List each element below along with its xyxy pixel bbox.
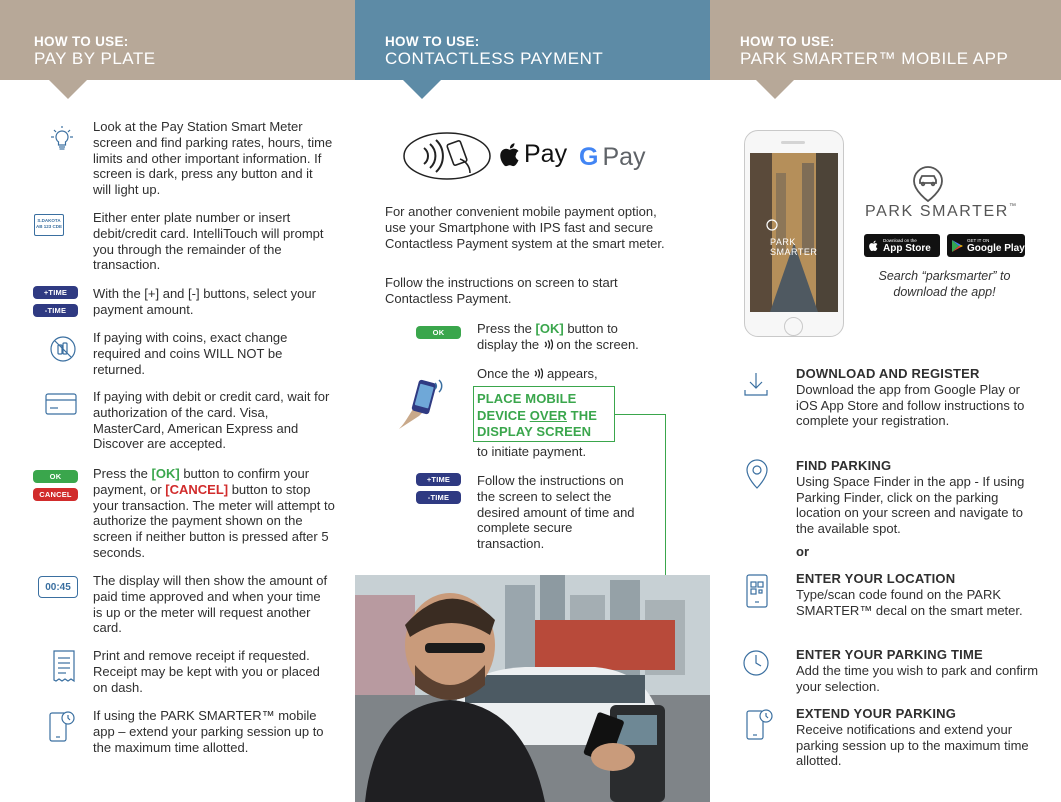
step-follow-instructions: Follow the instructions on the screen to select the desired amount of time and complete secure transaction. <box>477 473 635 552</box>
app-store-badge[interactable]: Download on the App Store <box>864 234 940 257</box>
phone-screen <box>750 153 838 312</box>
ok-button-icon: OK <box>416 326 461 339</box>
header-title: CONTACTLESS PAYMENT <box>385 49 604 68</box>
minus-time-button-icon: -TIME <box>33 304 78 317</box>
receipt-icon <box>50 648 78 684</box>
credit-card-icon <box>44 392 78 416</box>
step-initiate: to initiate payment. <box>477 444 587 459</box>
pay-by-plate-column <box>0 0 355 802</box>
header-label: HOW TO USE: <box>385 34 480 49</box>
header-pointer <box>49 80 87 99</box>
step-press-ok: Press the [OK] button to display the on the screen. <box>477 321 639 352</box>
apple-pay-logo: Pay <box>500 140 567 169</box>
step-check-meter: Look at the Pay Station Smart Meter screen and find parking rates, hours, time limits and other important information. If screen is dark, press any button and it will light up. <box>93 119 333 198</box>
callout-line-3: DISPLAY SCREEN <box>477 424 592 439</box>
phone-brand-text: PARK SMARTER <box>770 237 818 257</box>
header-title: PAY BY PLATE <box>34 49 156 68</box>
contactless-intro: For another convenient mobile payment option, use your Smartphone with IPS fast and secure Contactless Payment system at the smart meter. <box>385 204 665 251</box>
park-smarter-logo-text: PARK SMARTER™ <box>865 203 1018 220</box>
step-mobile-app: If using the PARK SMARTER™ mobile app – extend your parking session up to the maximum time allotted. <box>93 708 324 755</box>
place-mobile-device-callout <box>473 386 615 442</box>
step-coins: If paying with coins, exact change required and coins WILL NOT be returned. <box>93 330 288 377</box>
location-pin-icon <box>744 458 770 492</box>
header-label: HOW TO USE: <box>740 34 835 49</box>
clock-icon <box>742 649 770 677</box>
no-coins-icon <box>48 334 78 364</box>
download-icon <box>742 370 770 398</box>
contactless-tap-icon <box>402 131 492 181</box>
step-extend-parking: EXTEND YOUR PARKING Receive notifications and extend your parking session up to the maximum time allotted. <box>796 706 1029 769</box>
header-label: HOW TO USE: <box>34 34 129 49</box>
plus-time-button-icon: +TIME <box>416 473 461 486</box>
step-enter-plate: Either enter plate number or insert debit/credit card. IntelliTouch will prompt you through the remainder of the transaction. <box>93 210 324 273</box>
step-select-amount: With the [+] and [-] buttons, select your payment amount. <box>93 286 316 317</box>
cancel-button-icon: CANCEL <box>33 488 78 501</box>
step-download-register: DOWNLOAD AND REGISTER Download the app from Google Play or iOS App Store and follow instructions to complete your registration. <box>796 366 1025 429</box>
callout-connector-horizontal <box>615 414 666 415</box>
contactless-header <box>355 0 710 80</box>
step-once-appears: Once the appears, <box>477 366 598 381</box>
mobile-app-icon <box>46 708 78 744</box>
step-enter-location: ENTER YOUR LOCATION Type/scan code found on the PARK SMARTER™ decal on the smart meter. <box>796 571 1023 618</box>
contactless-follow: Follow the instructions on screen to start Contactless Payment. <box>385 275 618 306</box>
step-receipt: Print and remove receipt if requested. Receipt may be kept with you or placed on dash. <box>93 648 320 695</box>
search-app-text: Search “parksmarter” to download the app! <box>878 269 1011 299</box>
callout-connector-vertical <box>665 414 666 575</box>
smartphone-mockup <box>744 130 844 337</box>
step-confirm-or-cancel: Press the [OK] button to confirm your payment, or [CANCEL] button to stop your transaction. The meter will attempt to authorize the payment shown on the screen if neither button is pressed after 5 seconds. <box>93 466 335 560</box>
license-plate-icon: S.DAKOTA AB 123 CDE <box>34 214 64 236</box>
qr-phone-icon <box>744 573 770 609</box>
or-separator: or <box>796 544 809 559</box>
step-enter-parking-time: ENTER YOUR PARKING TIME Add the time you wish to park and confirm your selection. <box>796 647 1039 694</box>
step-card-authorization: If paying with debit or credit card, wait for authorization of the card. Visa, MasterCard, American Express and Discover are accepted. <box>93 389 330 452</box>
header-pointer <box>756 80 794 99</box>
plus-time-button-icon: +TIME <box>33 286 78 299</box>
park-smarter-pin-icon <box>909 164 947 204</box>
callout-line-1: PLACE MOBILE <box>477 391 577 406</box>
callout-line-2: DEVICE OVER THE <box>477 407 597 423</box>
phone-home-button <box>784 317 803 336</box>
minus-time-button-icon: -TIME <box>416 491 461 504</box>
park-smarter-header <box>710 0 1061 80</box>
header-pointer <box>403 80 441 99</box>
lightbulb-icon <box>46 124 78 156</box>
google-pay-logo: G Pay <box>579 143 646 171</box>
extend-parking-phone-icon <box>744 706 776 742</box>
pay-by-plate-header <box>0 0 355 80</box>
meter-photo <box>355 575 710 802</box>
header-title: PARK SMARTER™ MOBILE APP <box>740 49 1009 68</box>
ok-button-icon: OK <box>33 470 78 483</box>
hand-holding-phone-icon <box>393 375 453 435</box>
google-play-badge[interactable]: GET IT ON Google Play <box>947 234 1025 257</box>
step-find-parking: FIND PARKING Using Space Finder in the app - If using Parking Finder, click on the parking location on your screen and navigate to the available spot. <box>796 458 1025 537</box>
step-display-time: The display will then show the amount of paid time approved and when your time is up or the meter will request another card. <box>93 573 328 636</box>
meter-display-icon: 00:45 <box>38 576 78 598</box>
phone-speaker <box>781 141 805 144</box>
